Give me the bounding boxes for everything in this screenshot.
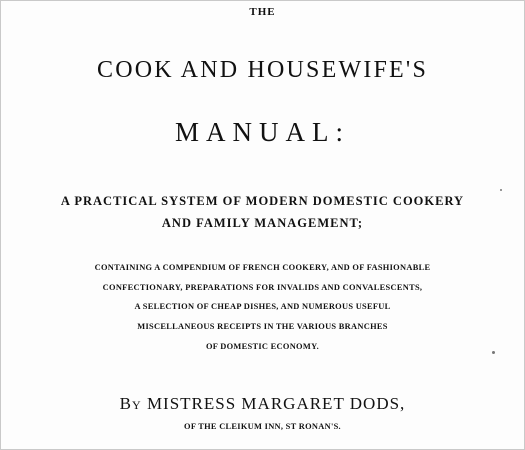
contents-line-5: OF DOMESTIC ECONOMY. <box>205 342 320 351</box>
author-line <box>1 394 524 414</box>
author-place: OF THE CLEIKUM INN, ST RONAN'S. <box>184 422 341 431</box>
author-name: MISTRESS MARGARET DODS, <box>146 394 406 413</box>
paper-speck <box>500 189 502 191</box>
subtitle-line-1: A PRACTICAL SYSTEM OF MODERN DOMESTIC COOKERY <box>60 194 465 208</box>
contents-line-3: A SELECTION OF CHEAP DISHES, AND NUMEROUS USEFUL <box>134 302 391 311</box>
author-prefix: By <box>119 394 142 413</box>
title-line-2: MANUAL: <box>175 117 350 147</box>
subtitle-line-2: AND FAMILY MANAGEMENT; <box>161 216 364 230</box>
contents-line-2: CONFECTIONARY, PREPARATIONS FOR INVALIDS AND CONVALESCENTS, <box>102 283 423 292</box>
paper-speck <box>492 351 495 354</box>
title-line-1: COOK AND HOUSEWIFE'S <box>96 57 428 83</box>
contents-line-1: CONTAINING A COMPENDIUM OF FRENCH COOKERY, AND OF FASHIONABLE <box>94 263 431 272</box>
the-heading: THE <box>249 6 276 18</box>
contents-line-4: MISCELLANEOUS RECEIPTS IN THE VARIOUS BRANCHES <box>137 322 388 331</box>
